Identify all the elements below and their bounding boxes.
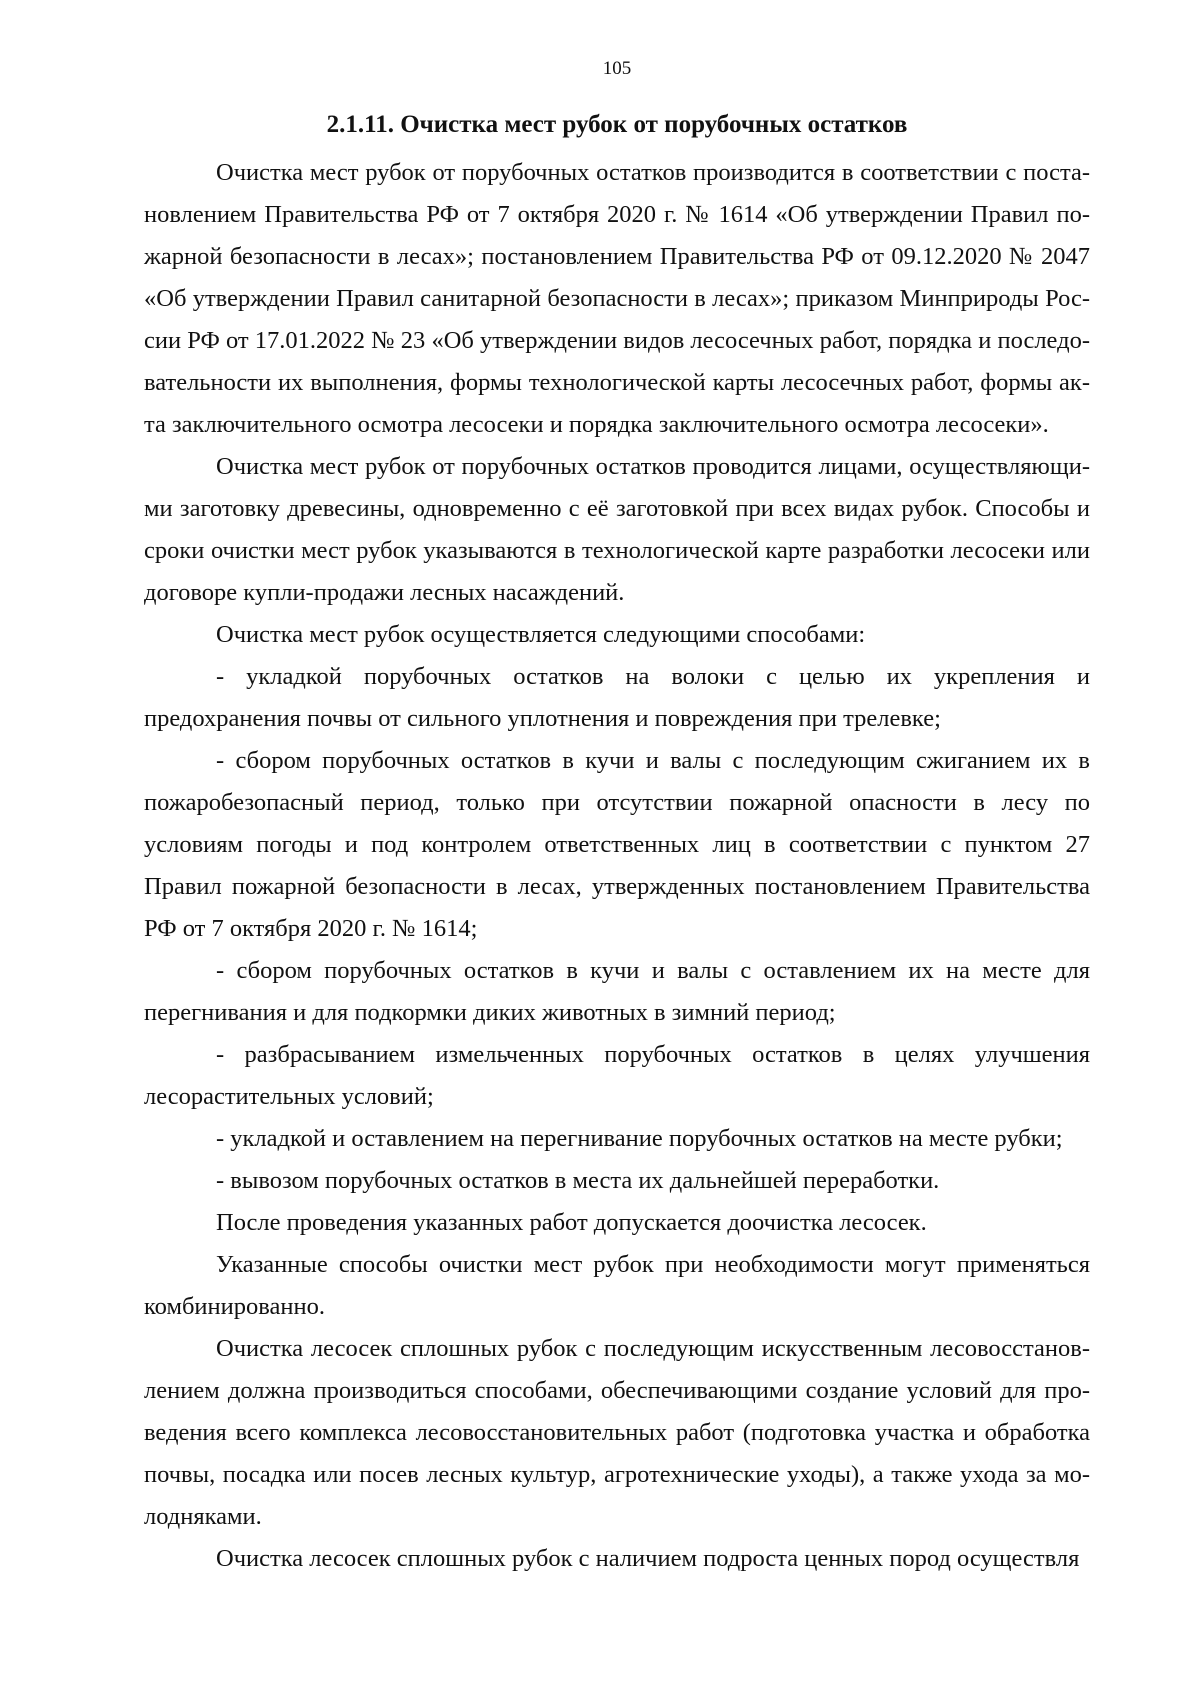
paragraph-2: Очистка мест рубок от порубочных остатков проводится лицами, осуществляющими заготовку древесины, одновременно с её заготовкой при всех видах рубок. Способы и сроки очистки мест рубок указываются в технологической карте разработки лесосеки или договоре купли-продажи лесных насаждений. xyxy=(144,453,1090,606)
paragraph-6: Очистка лесосек сплошных рубок с последующим искусственным лесовосстановлением должна производиться способами, обеспечивающими создание условий для проведения всего комплекса лесовосстановительных работ (подготовка участка и обработка почвы, посадка или посев лесных культур, агротехнические уходы), а также ухода за молодняками. xyxy=(144,1335,1090,1530)
paragraph-5: Указанные способы очистки мест рубок при необходимости могут применяться комбинированно. xyxy=(144,1251,1090,1320)
list-item-6: - вывозом порубочных остатков в места их дальнейшей переработки. xyxy=(216,1167,940,1194)
paragraph-7: Очистка лесосек сплошных рубок с наличием подроста ценных пород осуществля xyxy=(216,1545,1080,1572)
list-item-1: - укладкой порубочных остатков на волоки с целью их укрепления и предохранения почвы от сильного уплотнения и повреждения при трелевке; xyxy=(144,663,1090,732)
section-heading: 2.1.11. Очистка мест рубок от порубочных остатков xyxy=(326,111,908,138)
list-item-4: - разбрасыванием измельченных порубочных остатков в целях улучшения лесорастительных условий; xyxy=(144,1041,1090,1110)
body-text xyxy=(144,152,1090,1580)
paragraph-3: Очистка мест рубок осуществляется следующими способами: xyxy=(216,621,866,648)
paragraph-1: Очистка мест рубок от порубочных остатков производится в соответствии с постановлением Правительства РФ от 7 октября 2020 г. № 1614 «Об утверждении Правил пожарной безопасности в лесах»; постановлением Правительства РФ от 09.12.2020 № 2047 «Об утверждении Правил санитарной безопасности в лесах»; приказом Минприроды России РФ от 17.01.2022 № 23 «Об утверждении видов лесосечных работ, порядка и последовательности их выполнения, формы технологической карты лесосечных работ, формы акта заключительного осмотра лесосеки и порядка заключительного осмотра лесосеки». xyxy=(144,159,1090,438)
list-item-3: - сбором порубочных остатков в кучи и валы с оставлением их на месте для перегнивания и для подкормки диких животных в зимний период; xyxy=(144,957,1090,1026)
paragraph-4: После проведения указанных работ допускается доочистка лесосек. xyxy=(216,1209,927,1236)
page-number: 105 xyxy=(602,58,632,79)
list-item-5: - укладкой и оставлением на перегнивание порубочных остатков на месте рубки; xyxy=(216,1125,1063,1152)
list-item-2: - сбором порубочных остатков в кучи и валы с последующим сжиганием их в пожаробезопасный период, только при отсутствии пожарной опасности в лесу по условиям погоды и под контролем ответственных лиц в соответствии с пунктом 27 Правил пожарной безопасности в лесах, утвержденных постановлением Правительства РФ от 7 октября 2020 г. № 1614; xyxy=(144,747,1090,942)
